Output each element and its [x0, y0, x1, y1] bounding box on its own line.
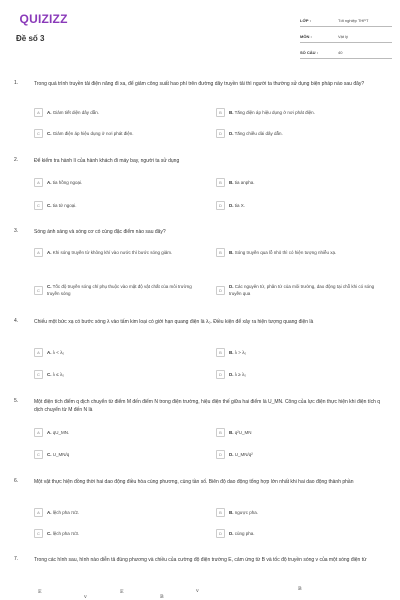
- question-7-figures: [36, 586, 366, 600]
- option-b[interactable]: [216, 428, 252, 437]
- option-b[interactable]: [216, 178, 255, 187]
- option-a[interactable]: [34, 248, 204, 257]
- question-text: Sóng ánh sáng và sóng cơ có cùng đặc điểm nào sau đây?: [34, 229, 166, 235]
- option-letter: A: [34, 108, 43, 117]
- option-label: B.: [229, 180, 234, 185]
- question-number: 7.: [14, 556, 19, 562]
- option-letter: B: [216, 508, 225, 517]
- option-label: A.: [47, 180, 52, 185]
- option-text: λ > λ₀: [234, 350, 247, 355]
- option-label: D.: [229, 531, 234, 536]
- question-text: Một vật thực hiện đồng thời hai dao động điều hòa cùng phương, cùng tần số. Biên độ dao động tổng hợp lớn nhất khi hai dao động thành phần: [34, 479, 354, 485]
- option-letter: C: [34, 129, 43, 138]
- question-6: [0, 478, 400, 548]
- option-c[interactable]: [34, 370, 64, 379]
- option-text: Tốc độ truyền sóng chỉ phụ thuộc vào mật độ vật chất của môi trường truyền sóng: [47, 284, 192, 296]
- option-letter: A: [34, 248, 43, 257]
- question-number: 2.: [14, 157, 19, 163]
- option-label: B.: [229, 350, 234, 355]
- question-text: Chiếu một bức xạ có bước sóng λ vào tấm kim loại có giới hạn quang điện là λ₀. Điều kiện để xảy ra hiện tượng quang điện là: [34, 319, 314, 325]
- option-letter: C: [34, 450, 43, 459]
- option-c[interactable]: [34, 529, 79, 538]
- option-text: ngược pha.: [234, 510, 258, 515]
- question-5: [0, 398, 400, 468]
- info-key: MÔN :: [300, 33, 312, 39]
- option-letter: B: [216, 178, 225, 187]
- option-d[interactable]: [216, 129, 283, 138]
- option-a[interactable]: [34, 508, 79, 517]
- option-d[interactable]: [216, 450, 253, 459]
- option-letter: A: [34, 348, 43, 357]
- option-text: Sóng truyền qua lỗ nhỏ thì có hiện tượng nhiễu xạ.: [234, 250, 337, 255]
- option-label: D.: [229, 131, 234, 136]
- exam-info: [300, 14, 392, 62]
- option-label: D.: [229, 452, 234, 457]
- option-letter: D: [216, 201, 225, 210]
- option-label: C.: [47, 131, 52, 136]
- question-number: 6.: [14, 478, 19, 484]
- question-1: [0, 80, 400, 150]
- option-letter: C: [34, 529, 43, 538]
- info-row-count: [300, 46, 392, 59]
- figure-label: E: [120, 589, 124, 595]
- option-text: lệch pha π/2.: [52, 510, 80, 515]
- option-letter: A: [34, 428, 43, 437]
- question-7: [0, 556, 400, 586]
- option-label: D.: [229, 203, 234, 208]
- question-4: [0, 318, 400, 388]
- option-letter: A: [34, 178, 43, 187]
- option-label: B.: [229, 510, 234, 515]
- figure-label: v: [196, 588, 199, 594]
- option-text: tia X.: [234, 203, 246, 208]
- option-text: λ ≥ λ₀: [234, 372, 247, 377]
- option-label: A.: [47, 250, 52, 255]
- option-letter: D: [216, 529, 225, 538]
- option-label: A.: [47, 350, 52, 355]
- option-text: λ ≤ λ₀: [52, 372, 65, 377]
- header: [0, 0, 400, 66]
- option-label: B.: [229, 250, 234, 255]
- option-label: C.: [47, 203, 52, 208]
- option-label: C.: [47, 531, 52, 536]
- option-label: A.: [47, 430, 52, 435]
- option-label: B.: [229, 110, 234, 115]
- option-label: D.: [229, 372, 234, 377]
- option-a[interactable]: [34, 108, 99, 117]
- question-number: 4.: [14, 318, 19, 324]
- option-a[interactable]: [34, 178, 82, 187]
- option-b[interactable]: [216, 248, 386, 257]
- option-text: Các nguyên tử, phân tử của môi trường, dao động tại chỗ khi có sóng truyền qua: [229, 284, 375, 296]
- option-text: lệch pha π/3.: [52, 531, 80, 536]
- option-text: Tăng điện áp hiệu dụng ở nơi phát điện.: [234, 110, 315, 115]
- figure-label: B: [160, 594, 164, 600]
- figure-label: B: [298, 586, 302, 592]
- question-text: Trong các hình sau, hình nào diễn tả đúng phương và chiều của cường độ điện trường E, cảm ứng từ B và tốc độ truyền sóng v của một sóng điện từ: [34, 557, 367, 563]
- option-b[interactable]: [216, 108, 315, 117]
- option-label: A.: [47, 510, 52, 515]
- question-text: Để kiểm tra hành lí của hành khách đi máy bay, người ta sử dụng: [34, 158, 180, 164]
- option-letter: B: [216, 428, 225, 437]
- option-c[interactable]: [34, 283, 204, 297]
- question-number: 3.: [14, 228, 19, 234]
- question-number: 5.: [14, 398, 19, 404]
- option-d[interactable]: [216, 370, 246, 379]
- option-label: A.: [47, 110, 52, 115]
- logo-text: QUIZIZZ: [19, 12, 68, 26]
- quizizz-logo: [16, 12, 68, 26]
- option-text: Tăng chiều dài dây dẫn.: [234, 131, 283, 136]
- option-d[interactable]: [216, 529, 255, 538]
- info-value: Vật lý: [338, 33, 349, 39]
- option-c[interactable]: [34, 129, 133, 138]
- option-d[interactable]: [216, 283, 386, 297]
- option-text: q²U_MN: [234, 430, 252, 435]
- option-text: U_MN/q²: [234, 452, 253, 457]
- question-text: Trong quá trình truyền tải điện năng đi xa, để giảm công suất hao phí trên đường dây truyền tải thì người ta thường sử dụng biện pháp nào sau đây?: [34, 81, 365, 87]
- info-key: SỐ CÂU :: [300, 49, 318, 55]
- figure-label: v: [84, 594, 87, 600]
- option-text: tia anpha.: [234, 180, 255, 185]
- exam-title: Đề số 3: [16, 34, 45, 43]
- option-b[interactable]: [216, 348, 246, 357]
- option-letter: B: [216, 348, 225, 357]
- option-label: C.: [47, 452, 52, 457]
- question-number: 1.: [14, 80, 19, 86]
- option-c[interactable]: [34, 450, 69, 459]
- option-letter: D: [216, 370, 225, 379]
- option-a[interactable]: [34, 348, 64, 357]
- option-text: Giảm điện áp hiệu dụng ở nơi phát điện.: [52, 131, 134, 136]
- option-a[interactable]: [34, 428, 69, 437]
- option-letter: D: [216, 286, 225, 295]
- info-row-class: [300, 14, 392, 27]
- question-3: [0, 228, 400, 308]
- option-text: Khi sóng truyền từ không khí vào nước thì bước sóng giảm.: [52, 250, 173, 255]
- option-c[interactable]: [34, 201, 77, 210]
- option-text: qU_MN.: [52, 430, 70, 435]
- option-text: Giảm tiết diện dây dẫn.: [52, 110, 100, 115]
- option-label: D.: [229, 284, 234, 289]
- option-b[interactable]: [216, 508, 258, 517]
- info-row-subject: [300, 30, 392, 43]
- option-letter: C: [34, 286, 43, 295]
- option-label: B.: [229, 430, 234, 435]
- question-text: Một điện tích điểm q dịch chuyển từ điểm M đến điểm N trong điện trường, hiệu điện thế giữa hai điểm là U_MN. Công của lực điện thực hiện khi điện tích q dịch chuyển từ M đến N là: [34, 399, 381, 413]
- option-text: U_MN/q: [52, 452, 70, 457]
- info-key: LỚP :: [300, 17, 311, 23]
- figure-label: E: [38, 589, 42, 595]
- option-label: C.: [47, 372, 52, 377]
- option-letter: C: [34, 370, 43, 379]
- option-letter: C: [34, 201, 43, 210]
- option-text: λ < λ₀: [52, 350, 65, 355]
- option-letter: A: [34, 508, 43, 517]
- option-letter: B: [216, 108, 225, 117]
- option-letter: B: [216, 248, 225, 257]
- option-text: cùng pha.: [234, 531, 255, 536]
- option-letter: D: [216, 129, 225, 138]
- option-text: tia tử ngoại.: [52, 203, 77, 208]
- option-d[interactable]: [216, 201, 245, 210]
- question-2: [0, 157, 400, 217]
- info-value: 40: [338, 49, 343, 55]
- option-label: C.: [47, 284, 52, 289]
- info-value: Tốt nghiệp THPT: [338, 17, 369, 23]
- option-letter: D: [216, 450, 225, 459]
- option-text: tia hồng ngoại.: [52, 180, 83, 185]
